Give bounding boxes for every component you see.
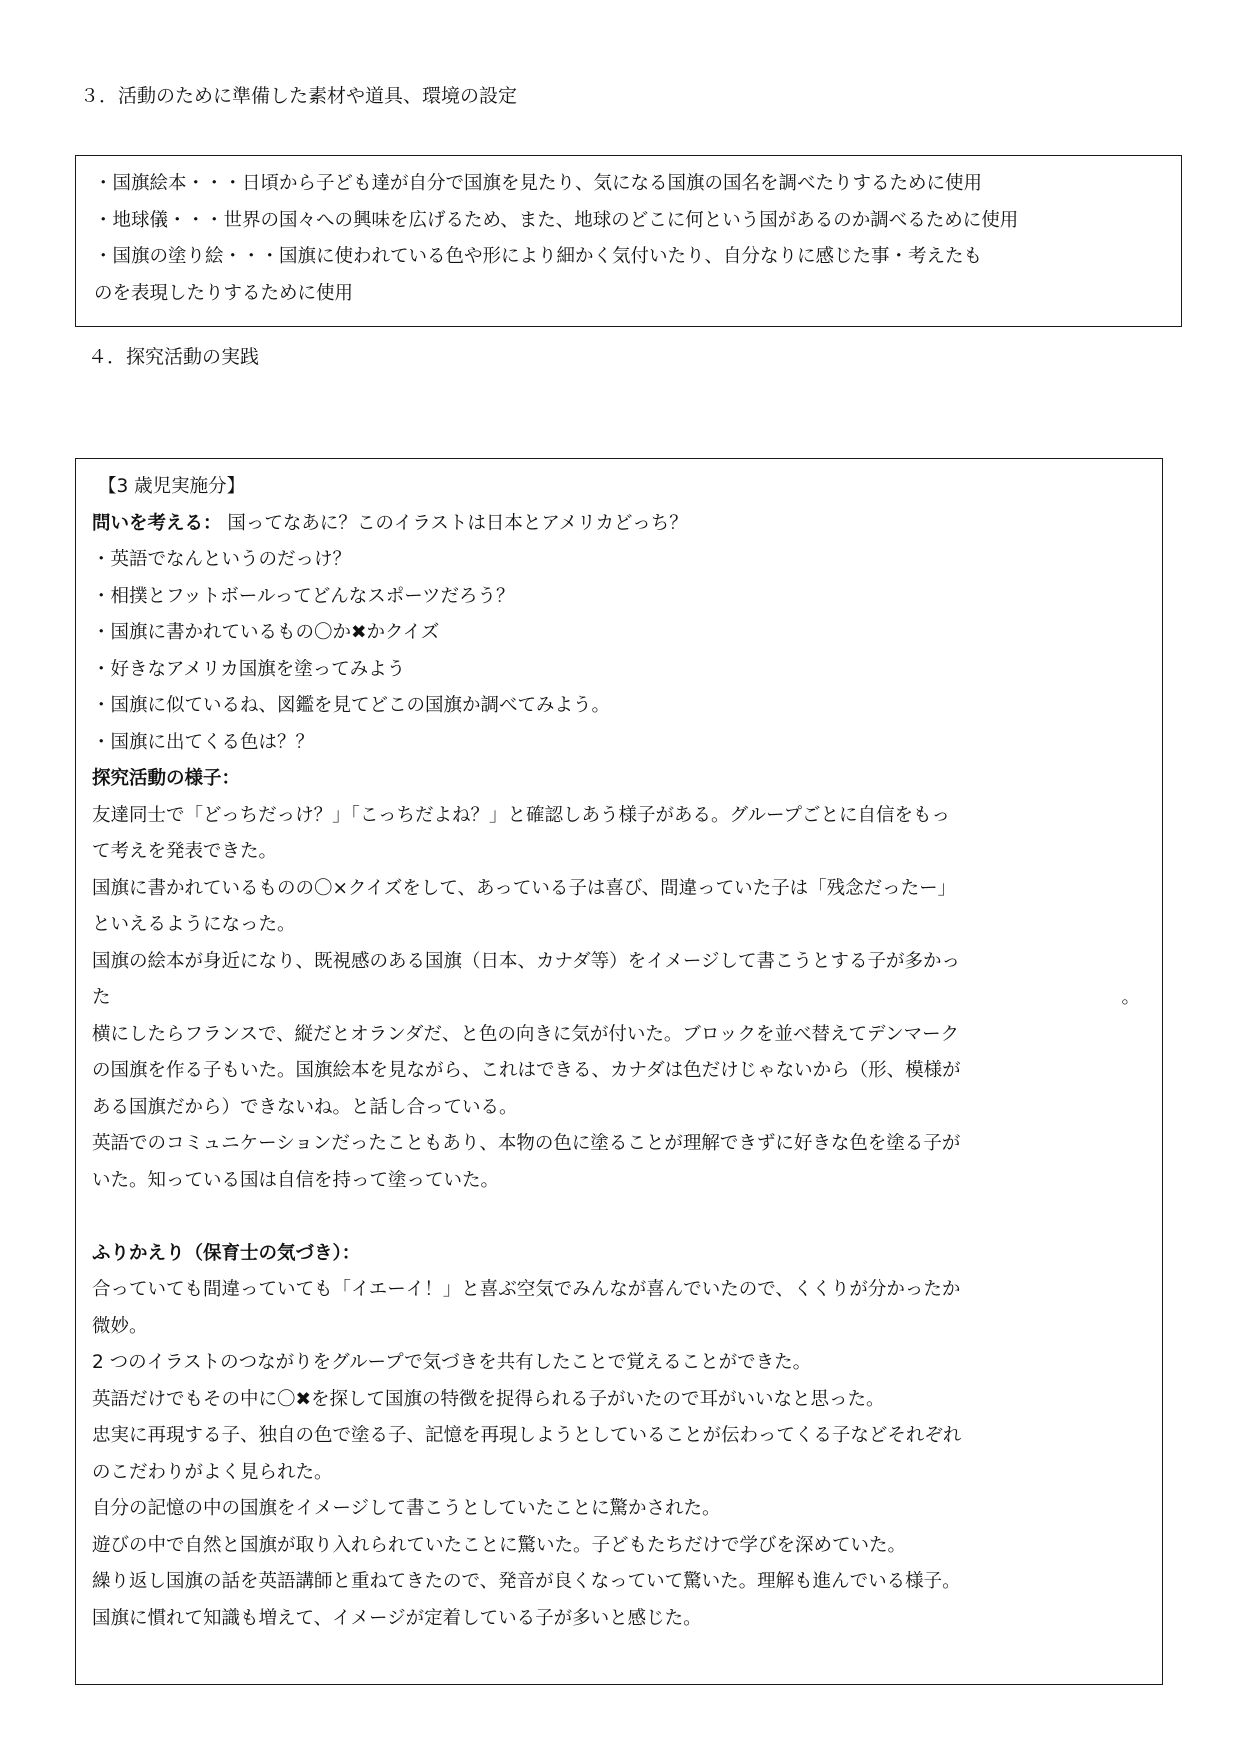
activity-line: の国旗を作る子もいた。国旗絵本を見ながら、これはできる、カナダは色だけじゃないから（形、模様が	[92, 1060, 961, 1081]
reflection-line: のこだわりがよく見られた。	[92, 1461, 333, 1483]
question-item: ・国旗に似ているね、図鑑を見てどこの国旗か調べてみよう。	[92, 695, 611, 716]
activity-tail-right: 。	[1121, 987, 1140, 1008]
activity-line: いた。知っている国は自信を持って塗っていた。	[92, 1169, 500, 1191]
section-4-heading: ４．探究活動の実践	[88, 346, 260, 368]
materials-box	[75, 155, 1182, 327]
materials-item: ・国旗の塗り絵・・・国旗に使われている色や形により細かく気付いたり、自分なりに感じた事・考えたも	[94, 246, 983, 267]
question-item: ・好きなアメリカ国旗を塗ってみよう	[92, 658, 406, 680]
section-3-heading: ３．活動のために準備した素材や道具、環境の設定	[80, 85, 518, 107]
activity-line: ある国旗だから）できないね。と話し合っている。	[92, 1096, 518, 1118]
reflection-mark-suffix: を探して国旗の特徴を捉得られる子がいたので耳がいいなと思った。	[311, 1388, 885, 1410]
spacer	[92, 1199, 1162, 1236]
question-item	[92, 615, 1162, 652]
x-mark-icon: ✖	[351, 622, 367, 643]
group-label: 【3 歳児実施分】	[98, 476, 246, 497]
reflection-line: 2 つのイラストのつながりをグループで気づきを共有したことで覚えることができた。	[92, 1352, 812, 1373]
reflection-line: 合っていても間違っていても「イエーイ！」と喜ぶ空気でみんなが喜んでいたので、くくりが分かったか	[92, 1279, 961, 1300]
question-line	[92, 506, 1162, 543]
materials-item: のを表現したりするために使用	[94, 282, 354, 304]
reflection-line: 微妙。	[92, 1315, 148, 1337]
activity-line: 国旗の絵本が身近になり、既視感のある国旗（日本、カナダ等）をイメージして書こうとする子が多かっ	[92, 950, 961, 972]
materials-item: ・国旗絵本・・・日頃から子ども達が自分で国旗を見たり、気になる国旗の国名を調べたりするために使用	[94, 173, 983, 194]
question-item: ・相撲とフットボールってどんなスポーツだろう？	[92, 585, 515, 607]
activity-line: 国旗に書かれているものの〇×クイズをして、あっている子は喜び、間違っていた子は「残念だったー」	[92, 877, 957, 899]
activity-line: 友達同士で「どっちだっけ？」「こっちだよね？」と確認しあう様子がある。グループごとに自信をもっ	[92, 804, 951, 826]
practice-box	[75, 458, 1163, 1685]
reflection-label: ふりかえり（保育士の気づき）：	[92, 1242, 361, 1264]
reflection-line: 自分の記憶の中の国旗をイメージして書こうとしていたことに驚かされた。	[92, 1498, 721, 1519]
activity-label: 探究活動の様子：	[92, 768, 241, 789]
question-item: ・英語でなんというのだっけ？	[92, 549, 352, 570]
quiz-prefix: ・国旗に書かれているもの〇か	[92, 622, 352, 643]
materials-item: ・地球儀・・・世界の国々への興味を広げるため、また、地球のどこに何という国があるのか調べるために使用	[94, 209, 1019, 231]
x-mark-icon: ✖	[295, 1388, 312, 1410]
question-item: ・国旗に出てくる色は？？	[92, 731, 315, 753]
quiz-suffix: かクイズ	[366, 622, 440, 643]
activity-line: て考えを発表できた。	[92, 841, 278, 862]
reflection-line: 繰り返し国旗の話を英語講師と重ねてきたので、発音が良くなっていて驚いた。理解も進んでいる様子。	[92, 1571, 961, 1592]
activity-tail-left: た	[92, 987, 111, 1008]
reflection-line	[92, 1382, 1162, 1419]
question-label: 問いを考える：	[92, 512, 222, 534]
activity-line: 横にしたらフランスで、縦だとオランダだ、と色の向きに気が付いた。ブロックを並べ替えてデンマーク	[92, 1023, 960, 1045]
reflection-mark-prefix: 英語だけでもその中に〇	[92, 1388, 296, 1410]
activity-line: といえるようになった。	[92, 914, 296, 935]
reflection-line: 遊びの中で自然と国旗が取り入れられていたことに驚いた。子どもたちだけで学びを深めていた。	[92, 1534, 907, 1556]
reflection-line: 忠実に再現する子、独自の色で塗る子、記憶を再現しようとしていることが伝わってくる子などそれぞれ	[92, 1425, 962, 1446]
activity-tail-line	[92, 980, 1162, 1017]
question-text: 国ってなあに？このイラストは日本とアメリカどっち？	[227, 512, 688, 534]
activity-line: 英語でのコミュニケーションだったこともあり、本物の色に塗ることが理解できずに好きな色を塗る子が	[92, 1133, 961, 1154]
reflection-line: 国旗に慣れて知識も増えて、イメージが定着している子が多いと感じた。	[92, 1607, 702, 1629]
